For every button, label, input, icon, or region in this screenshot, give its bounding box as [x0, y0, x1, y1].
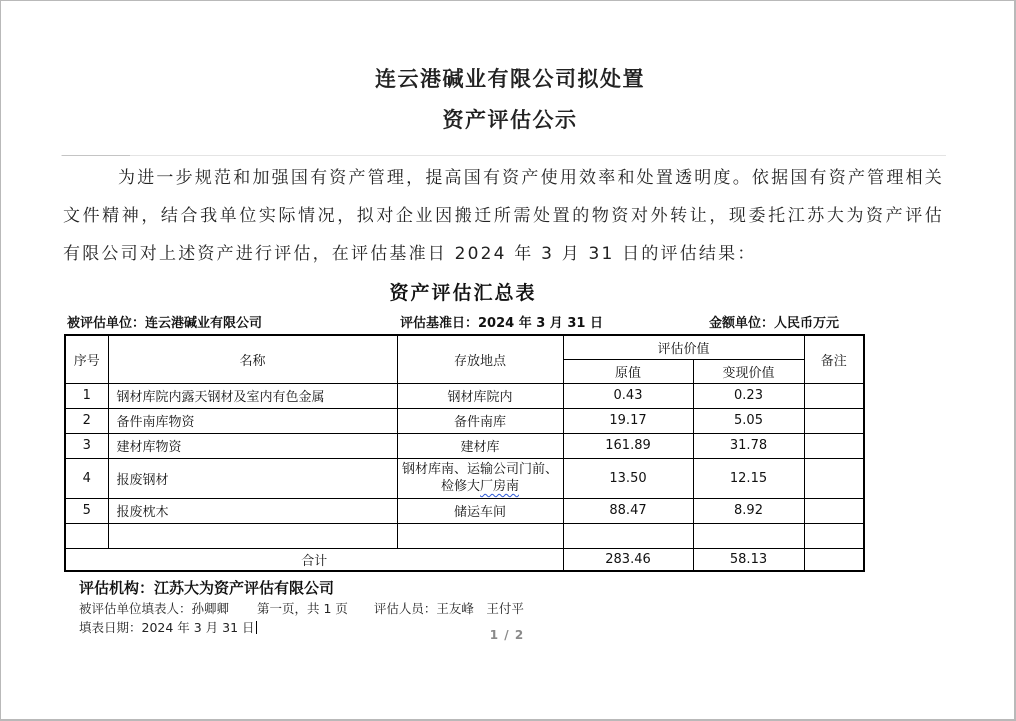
- location-line-1: 钢材库南、运输公司门前、: [401, 462, 558, 477]
- header-name: 名称: [108, 335, 397, 383]
- cell-name: [108, 523, 397, 548]
- cell-no: 2: [65, 408, 108, 433]
- cell-note: [804, 383, 864, 408]
- cell-name: 报废钢材: [108, 458, 397, 498]
- cell-note: [804, 523, 864, 548]
- cell-no: 5: [65, 498, 108, 523]
- header-value-group: 评估价值: [563, 335, 804, 359]
- meta-base-date: 评估基准日：2024 年 3 月 31 日: [400, 316, 603, 331]
- appraisal-agency-line: 评估机构：江苏大为资产评估有限公司: [79, 579, 335, 597]
- cell-realizable-value: 31.78: [693, 433, 804, 458]
- cell-original-value: [563, 523, 693, 548]
- header-no: 序号: [65, 335, 108, 383]
- header-realizable-value: 变现价值: [693, 359, 804, 383]
- table-row: [65, 433, 864, 458]
- cell-no: 3: [65, 433, 108, 458]
- cell-original-value: 19.17: [563, 408, 693, 433]
- appraisers: 评估人员：王友峰 王付平: [373, 601, 524, 616]
- intro-paragraph: 为进一步规范和加强国有资产管理，提高国有资产使用效率和处置透明度。依据国有资产管理相关文件精神，结合我单位实际情况，拟对企业因搬迁所需处置的物资对外转让，现委托江苏大为资产评估有限公司对上述资产进行评估，在评估基准日 2024 年 3 月 31 日的评估结果：: [63, 168, 944, 264]
- cell-location: 储运车间: [397, 498, 563, 523]
- cell-location: 钢材库院内: [397, 383, 563, 408]
- page-number-indicator: 1 / 2: [489, 628, 525, 642]
- location-line2-text: 检修大: [440, 479, 480, 494]
- cell-note: [804, 458, 864, 498]
- meta-evaluated-unit: 被评估单位：连云港碱业有限公司: [67, 316, 263, 331]
- form-date-line: [79, 618, 257, 636]
- cell-no: 1: [65, 383, 108, 408]
- table-meta-row: [64, 312, 863, 330]
- meta-amount-unit: 金额单位：人民币万元: [709, 316, 840, 331]
- cell-location: [397, 523, 563, 548]
- header-note: 备注: [804, 335, 864, 383]
- table-row: [65, 408, 864, 433]
- cell-original-value: 13.50: [563, 458, 693, 498]
- cell-location: 备件南库: [397, 408, 563, 433]
- cell-original-value: 161.89: [563, 433, 693, 458]
- document-title-line2: 资产评估公示: [442, 107, 578, 132]
- cell-realizable-value: 8.92: [693, 498, 804, 523]
- table-header-row-1: [65, 335, 864, 359]
- header-location: 存放地点: [397, 335, 563, 383]
- asset-evaluation-summary-table: [64, 334, 865, 572]
- total-original-value: 283.46: [563, 548, 693, 571]
- page-info: 第一页，共 1 页: [257, 601, 348, 616]
- cell-note: [804, 433, 864, 458]
- cell-note: [804, 498, 864, 523]
- cell-name: 钢材库院内露天钢材及室内有色金属: [108, 383, 397, 408]
- cell-name: 建材库物资: [108, 433, 397, 458]
- cell-name: 备件南库物资: [108, 408, 397, 433]
- cell-name: 报废枕木: [108, 498, 397, 523]
- cell-location: 建材库: [397, 433, 563, 458]
- cell-no: [65, 523, 108, 548]
- header-separator-segment: [62, 155, 130, 156]
- cell-no: 4: [65, 458, 108, 498]
- cell-realizable-value: 12.15: [693, 458, 804, 498]
- table-row: [65, 498, 864, 523]
- cell-realizable-value: 0.23: [693, 383, 804, 408]
- cell-original-value: 0.43: [563, 383, 693, 408]
- cell-realizable-value: 5.05: [693, 408, 804, 433]
- date-text: 填表日期：2024 年 3 月 31 日: [79, 620, 255, 635]
- table-row-empty: [65, 523, 864, 548]
- header-separator-line: [61, 155, 946, 156]
- table-row: [65, 383, 864, 408]
- cell-original-value: 88.47: [563, 498, 693, 523]
- table-total-row: [65, 548, 864, 571]
- header-original-value: 原值: [563, 359, 693, 383]
- total-note: [804, 548, 864, 571]
- document-title-line1: 连云港碱业有限公司拟处置: [375, 66, 645, 91]
- table-row: [65, 458, 864, 498]
- text-cursor: [256, 621, 257, 634]
- total-label: 合计: [65, 548, 563, 571]
- filled-by: 被评估单位填表人：孙卿卿: [79, 601, 230, 616]
- location-line-2: [401, 478, 560, 495]
- cell-note: [804, 408, 864, 433]
- form-filler-line: [79, 599, 524, 617]
- location-line2-spellcheck-text: 厂房南: [480, 479, 520, 494]
- summary-table-title: 资产评估汇总表: [389, 282, 537, 304]
- cell-location: [397, 458, 563, 498]
- cell-realizable-value: [693, 523, 804, 548]
- total-realizable-value: 58.13: [693, 548, 804, 571]
